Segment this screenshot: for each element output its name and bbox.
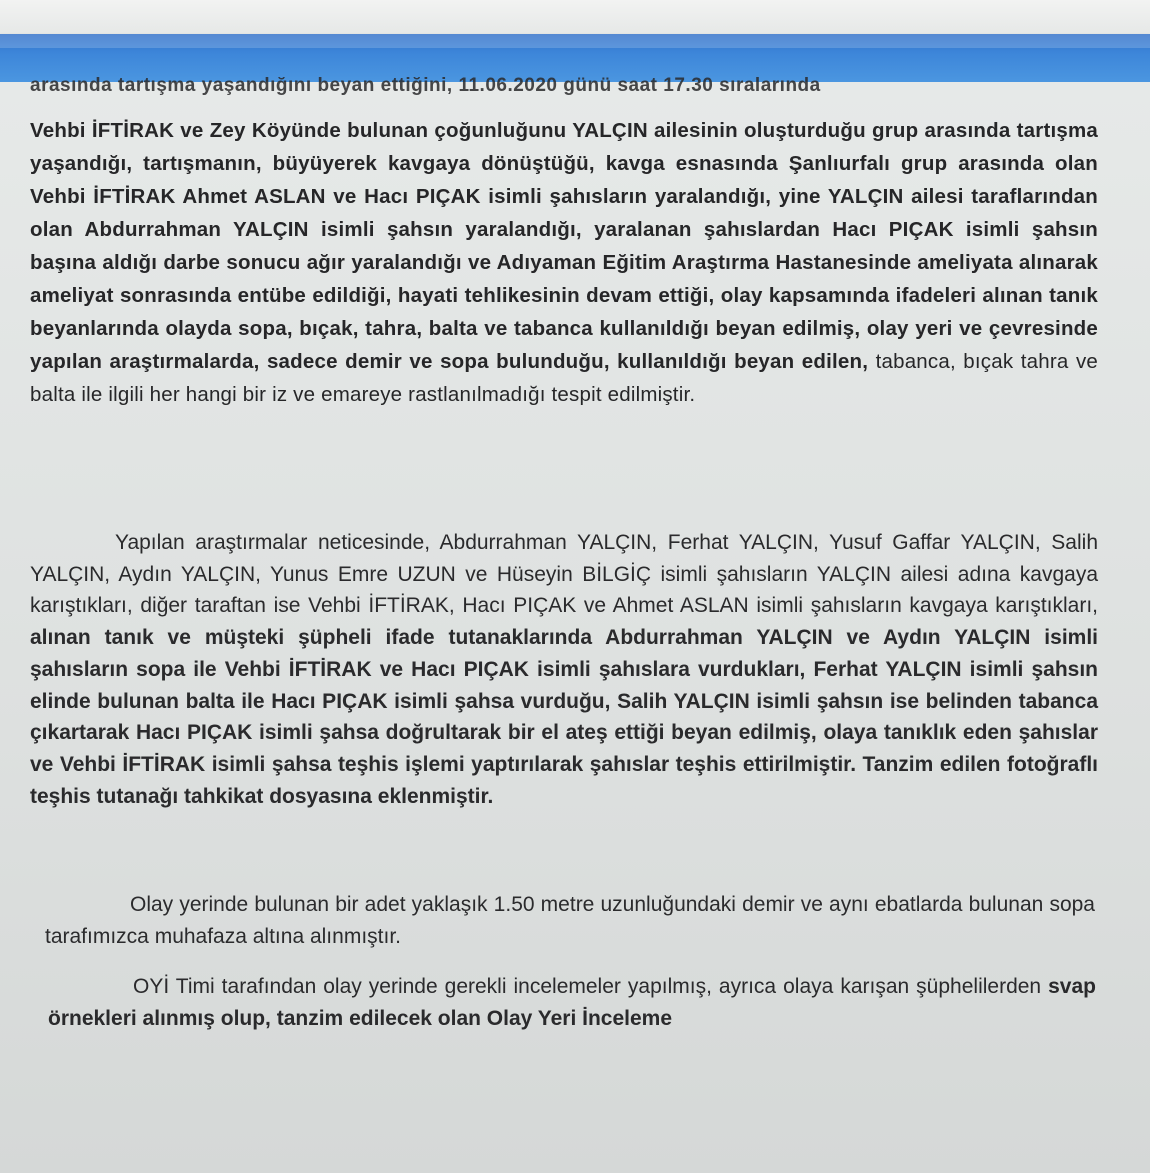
paragraph-investigation-results [30,527,1098,812]
paragraph-incident-description [30,114,1098,411]
crime-scene-team-text: OYİ Timi tarafından olay yerinde gerekli incelemeler yapılmış, ayrıca olaya karışan şüphelilerden [133,975,1042,998]
investigation-suspects-text: Yapılan araştırmalar neticesinde, Abdurrahman YALÇIN, Ferhat YALÇIN, Yusuf Gaffar YALÇIN, Salih YALÇIN, Aydın YALÇIN, Yunus Emre UZUN ve Hüseyin BİLGİÇ isimli şahısların YALÇIN ailesi adına kavgaya karıştıkları, diğer taraftan ise Vehbi İFTİRAK, Hacı PIÇAK ve Ahmet ASLAN isimli şahısların kavgaya karıştıkları, [30,531,1098,618]
paragraph-crime-scene-team [48,971,1096,1034]
title-bar-highlight [0,34,1150,48]
paragraph-incident-text: Vehbi İFTİRAK ve Zey Köyünde bulunan çoğunluğunu YALÇIN ailesinin oluşturduğu grup arasında tartışma yaşandığı, tartışmanın, büyüyerek kavgaya dönüştüğü, kavga esnasında Şanlıurfalı grup arasında olan Vehbi İFTİRAK Ahmet ASLAN ve Hacı PIÇAK isimli şahısların yaralandığı, yine YALÇIN ailesi taraflarından olan Abdurrahman YALÇIN isimli şahsın yaralandığı, yaralanan şahıslardan Hacı PIÇAK isimli şahsın başına aldığı darbe sonucu ağır yaralandığı ve Adıyaman Eğitim Araştırma Hastanesinde ameliyata alınarak ameliyat sonrasında entübe edildiği, hayati tehlikesinin devam ettiği, olay kapsamında ifadeleri alınan tanık beyanlarında olayda sopa, bıçak, tahra, balta ve tabanca kullanıldığı beyan edilmiş, olay yeri ve çevresinde yapılan araştırmalarda, sadece demir ve sopa bulunduğu, kullanıldığı beyan edilen, [30,119,1098,373]
partially-visible-line: arasında tartışma yaşandığını beyan ettiğini, 11.06.2020 günü saat 17.30 sıralarında [30,75,821,96]
paragraph-incident-tail: tabanca, bıçak tahra ve balta ile ilgili her hangi bir iz ve emareye rastlanılmadığı tespit edilmiştir. [30,350,1098,406]
investigation-statements-text: alınan tanık ve müşteki şüpheli ifade tutanaklarında Abdurrahman YALÇIN ve Aydın YALÇIN isimli şahısların sopa ile Vehbi İFTİRAK ve Hacı PIÇAK isimli şahıslara vurdukları, Ferhat YALÇIN isimli şahsın elinde bulunan balta ile Hacı PIÇAK isimli şahsa vurduğu, Salih YALÇIN isimli şahsın ise belinden tabanca çıkartarak Hacı PIÇAK isimli şahsa doğrultarak bir el ateş ettiği beyan edilmiş, olaya tanıklık eden şahıslar ve Vehbi İFTİRAK isimli şahsa teşhis işlemi yaptırılarak şahıslar teşhis ettirilmiştir. Tanzim edilen fotoğraflı teşhis tutanağı tahkikat dosyasına eklenmiştir. [30,626,1098,808]
crime-scene-samples-text: svap örnekleri alınmış olup, tanzim edilecek olan Olay Yeri İnceleme [48,975,1096,1030]
window-top-band [0,0,1150,34]
paragraph-evidence-seized: Olay yerinde bulunan bir adet yaklaşık 1.50 metre uzunluğundaki demir ve aynı ebatlarda bulunan sopa tarafımızca muhafaza altına alınmıştır. [45,893,1095,948]
document-page [0,75,1150,1173]
